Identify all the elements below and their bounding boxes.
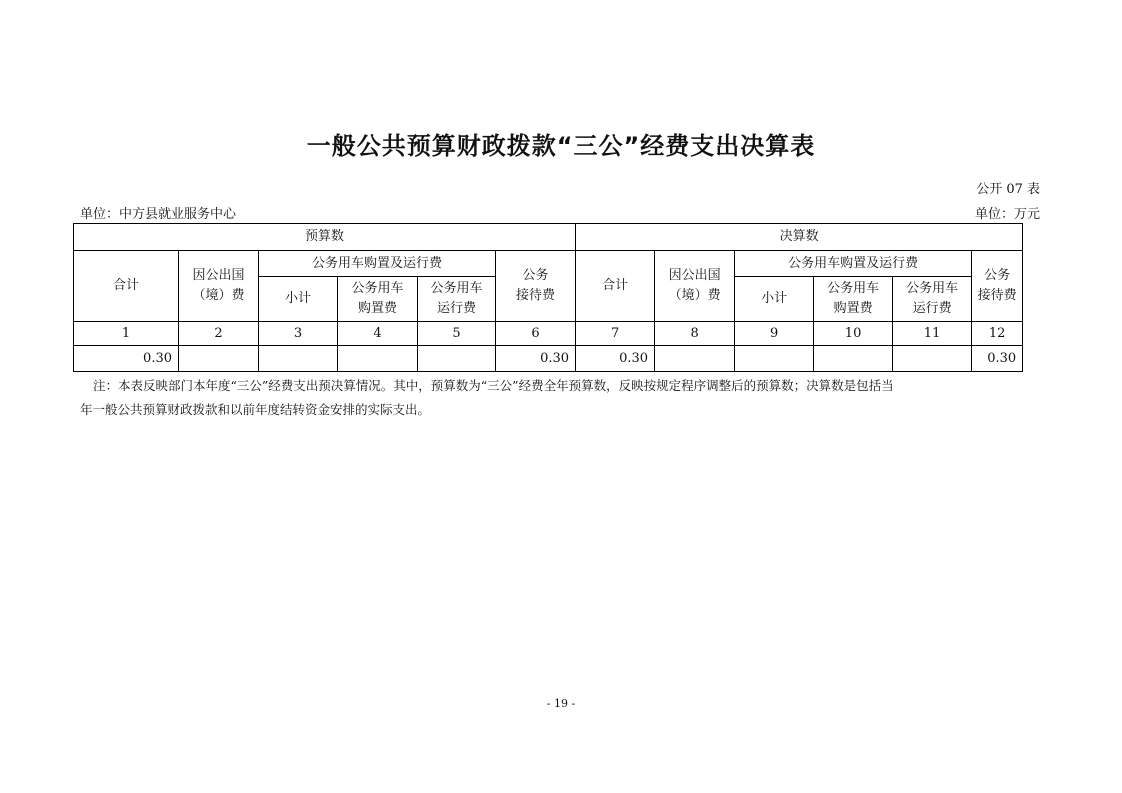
index-cell: 11 — [893, 322, 972, 346]
index-cell: 9 — [735, 322, 814, 346]
final-abroad-header: 因公出国 （境）费 — [655, 251, 735, 322]
data-cell — [179, 346, 259, 372]
index-cell: 2 — [179, 322, 259, 346]
index-cell: 1 — [74, 322, 179, 346]
budget-car-run-header: 公务用车 运行费 — [418, 277, 496, 322]
table-header-row-1 — [74, 251, 1023, 277]
budget-reception-header: 公务 接待费 — [496, 251, 576, 322]
data-cell — [418, 346, 496, 372]
data-cell — [338, 346, 418, 372]
three-public-expenses-table — [73, 223, 1023, 372]
data-cell — [735, 346, 814, 372]
budget-car-buy-header: 公务用车 购置费 — [338, 277, 418, 322]
index-cell: 7 — [576, 322, 655, 346]
form-number: 公开 07 表 — [976, 182, 1040, 197]
budget-subtotal-header: 小计 — [259, 277, 338, 322]
data-cell — [893, 346, 972, 372]
page-title: 一般公共预算财政拨款“三公”经费支出决算表 — [306, 132, 816, 160]
final-car-group-header: 公务用车购置及运行费 — [735, 251, 972, 277]
index-cell: 4 — [338, 322, 418, 346]
data-cell: 0.30 — [972, 346, 1023, 372]
table-index-row — [74, 322, 1023, 346]
data-cell — [259, 346, 338, 372]
note-line-2: 年一般公共预算财政拨款和以前年度结转资金安排的实际支出。 — [80, 402, 431, 417]
data-cell — [655, 346, 735, 372]
final-subtotal-header: 小计 — [735, 277, 814, 322]
index-cell: 8 — [655, 322, 735, 346]
final-reception-header: 公务 接待费 — [972, 251, 1023, 322]
budget-group-header: 预算数 — [74, 224, 576, 251]
index-cell: 12 — [972, 322, 1023, 346]
budget-car-group-header: 公务用车购置及运行费 — [259, 251, 496, 277]
note-line-1: 注：本表反映部门本年度“三公”经费支出预决算情况。其中，预算数为“三公”经费全年预算数，反映按规定程序调整后的预算数；决算数是包括当 — [93, 378, 894, 393]
data-cell: 0.30 — [576, 346, 655, 372]
index-cell: 10 — [814, 322, 893, 346]
index-cell: 5 — [418, 322, 496, 346]
page-number: - 19 - — [546, 697, 576, 710]
data-cell: 0.30 — [496, 346, 576, 372]
table-note — [80, 374, 1023, 422]
budget-abroad-header: 因公出国 （境）费 — [179, 251, 259, 322]
final-car-buy-header: 公务用车 购置费 — [814, 277, 893, 322]
unit-currency: 单位：万元 — [974, 207, 1040, 222]
table-group-header-row — [74, 224, 1023, 251]
final-group-header: 决算数 — [576, 224, 1023, 251]
final-car-run-header: 公务用车 运行费 — [893, 277, 972, 322]
data-cell — [814, 346, 893, 372]
index-cell: 6 — [496, 322, 576, 346]
budget-total-header: 合计 — [74, 251, 179, 322]
unit-organization: 单位：中方县就业服务中心 — [80, 207, 237, 222]
final-total-header: 合计 — [576, 251, 655, 322]
index-cell: 3 — [259, 322, 338, 346]
table-row — [74, 346, 1023, 372]
data-cell: 0.30 — [74, 346, 179, 372]
